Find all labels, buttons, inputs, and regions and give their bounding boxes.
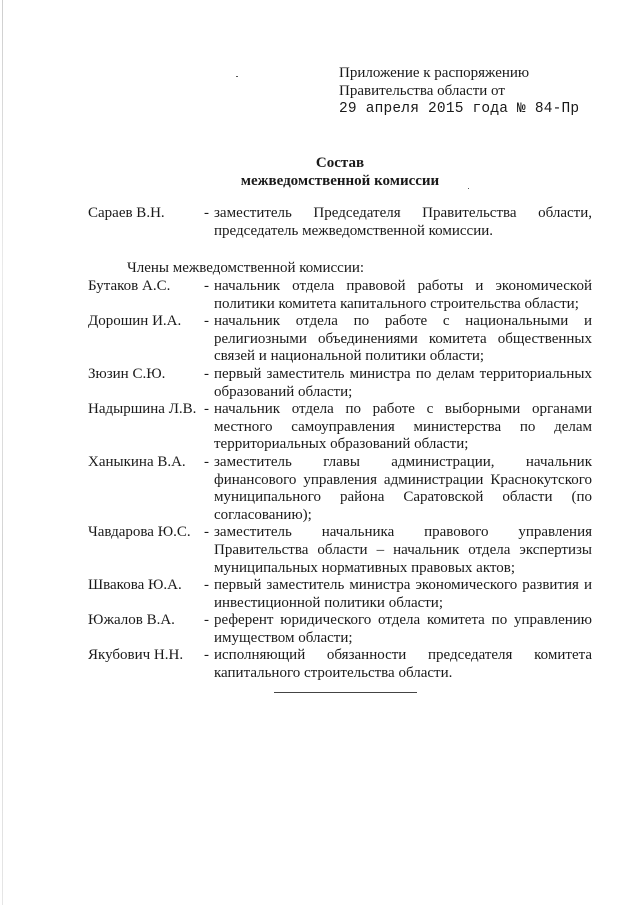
member-name: Чавдарова Ю.С.	[88, 524, 191, 541]
chair-name: Сараев В.Н.	[88, 205, 165, 221]
member-role: начальник отдела по работе с национальными и религиозными объединениями комитета общественных связей и национальной политики области;	[214, 313, 592, 365]
member-name: Бутаков А.С.	[88, 278, 171, 294]
member-role: начальник отдела по работе с выборными органами местного самоуправления министерства по делам территориальных образований области;	[214, 401, 592, 453]
member-dash: -	[204, 278, 209, 294]
title-line-1: Состав	[315, 155, 365, 171]
members-heading: Члены межведомственной комиссии:	[127, 260, 365, 276]
member-name: Дорошин И.А.	[88, 313, 182, 330]
member-role: начальник отдела правовой работы и экономической политики комитета капитального строительства области;	[214, 278, 592, 312]
member-name: Надыршина Л.В.	[88, 401, 197, 418]
member-dash: -	[204, 524, 209, 541]
document-title	[200, 154, 480, 190]
member-dash: -	[204, 365, 209, 382]
member-role: заместитель главы администрации, начальник финансового управления администрации Краснокутского муниципального района Саратовской области (по согласованию);	[214, 453, 592, 523]
appendix-line-1: Приложение к распоряжению	[339, 65, 530, 81]
member-dash: -	[204, 612, 209, 629]
member-dash: -	[204, 401, 209, 418]
member-name: Ханыкина В.А.	[88, 453, 186, 470]
scan-edge-line	[2, 0, 3, 905]
members-list	[88, 278, 592, 683]
member-dash: -	[204, 453, 209, 470]
chair-dash: -	[204, 205, 209, 221]
member-row	[88, 577, 592, 612]
chair-role: заместитель Председателя Правительства области, председатель межведомственной комиссии.	[214, 205, 592, 239]
appendix-note	[339, 64, 579, 118]
member-role: исполняющий обязанности председателя комитета капитального строительства области.	[214, 647, 592, 682]
title-line-2: межведомственной комиссии	[240, 173, 440, 189]
member-row	[88, 612, 592, 647]
member-dash: -	[204, 577, 209, 594]
member-row	[88, 278, 592, 313]
member-role: первый заместитель министра по делам территориальных образований области;	[214, 365, 592, 400]
member-name: Якубович Н.Н.	[88, 647, 184, 664]
member-row	[88, 313, 592, 366]
scan-speck	[236, 76, 238, 77]
member-dash: -	[204, 647, 209, 664]
member-name: Швакова Ю.А.	[88, 577, 182, 594]
member-name: Южалов В.А.	[88, 612, 175, 629]
member-row	[88, 524, 592, 577]
member-name: Зюзин С.Ю.	[88, 365, 166, 382]
appendix-line-3: 29 апреля 2015 года № 84-Пр	[339, 101, 580, 117]
member-row	[88, 366, 592, 401]
member-role: заместитель начальника правового управления Правительства области – начальник отдела экспертизы муниципальных нормативных правовых актов;	[214, 524, 592, 576]
chair-row	[88, 205, 592, 240]
appendix-line-2: Правительства области от	[339, 83, 505, 99]
member-row	[88, 401, 592, 454]
member-role: референт юридического отдела комитета по управлению имуществом области;	[214, 612, 592, 646]
member-role: первый заместитель министра экономического развития и инвестиционной политики области;	[214, 577, 592, 611]
member-row	[88, 454, 592, 524]
member-dash: -	[204, 313, 209, 330]
closing-rule	[274, 692, 417, 693]
member-row	[88, 647, 592, 682]
